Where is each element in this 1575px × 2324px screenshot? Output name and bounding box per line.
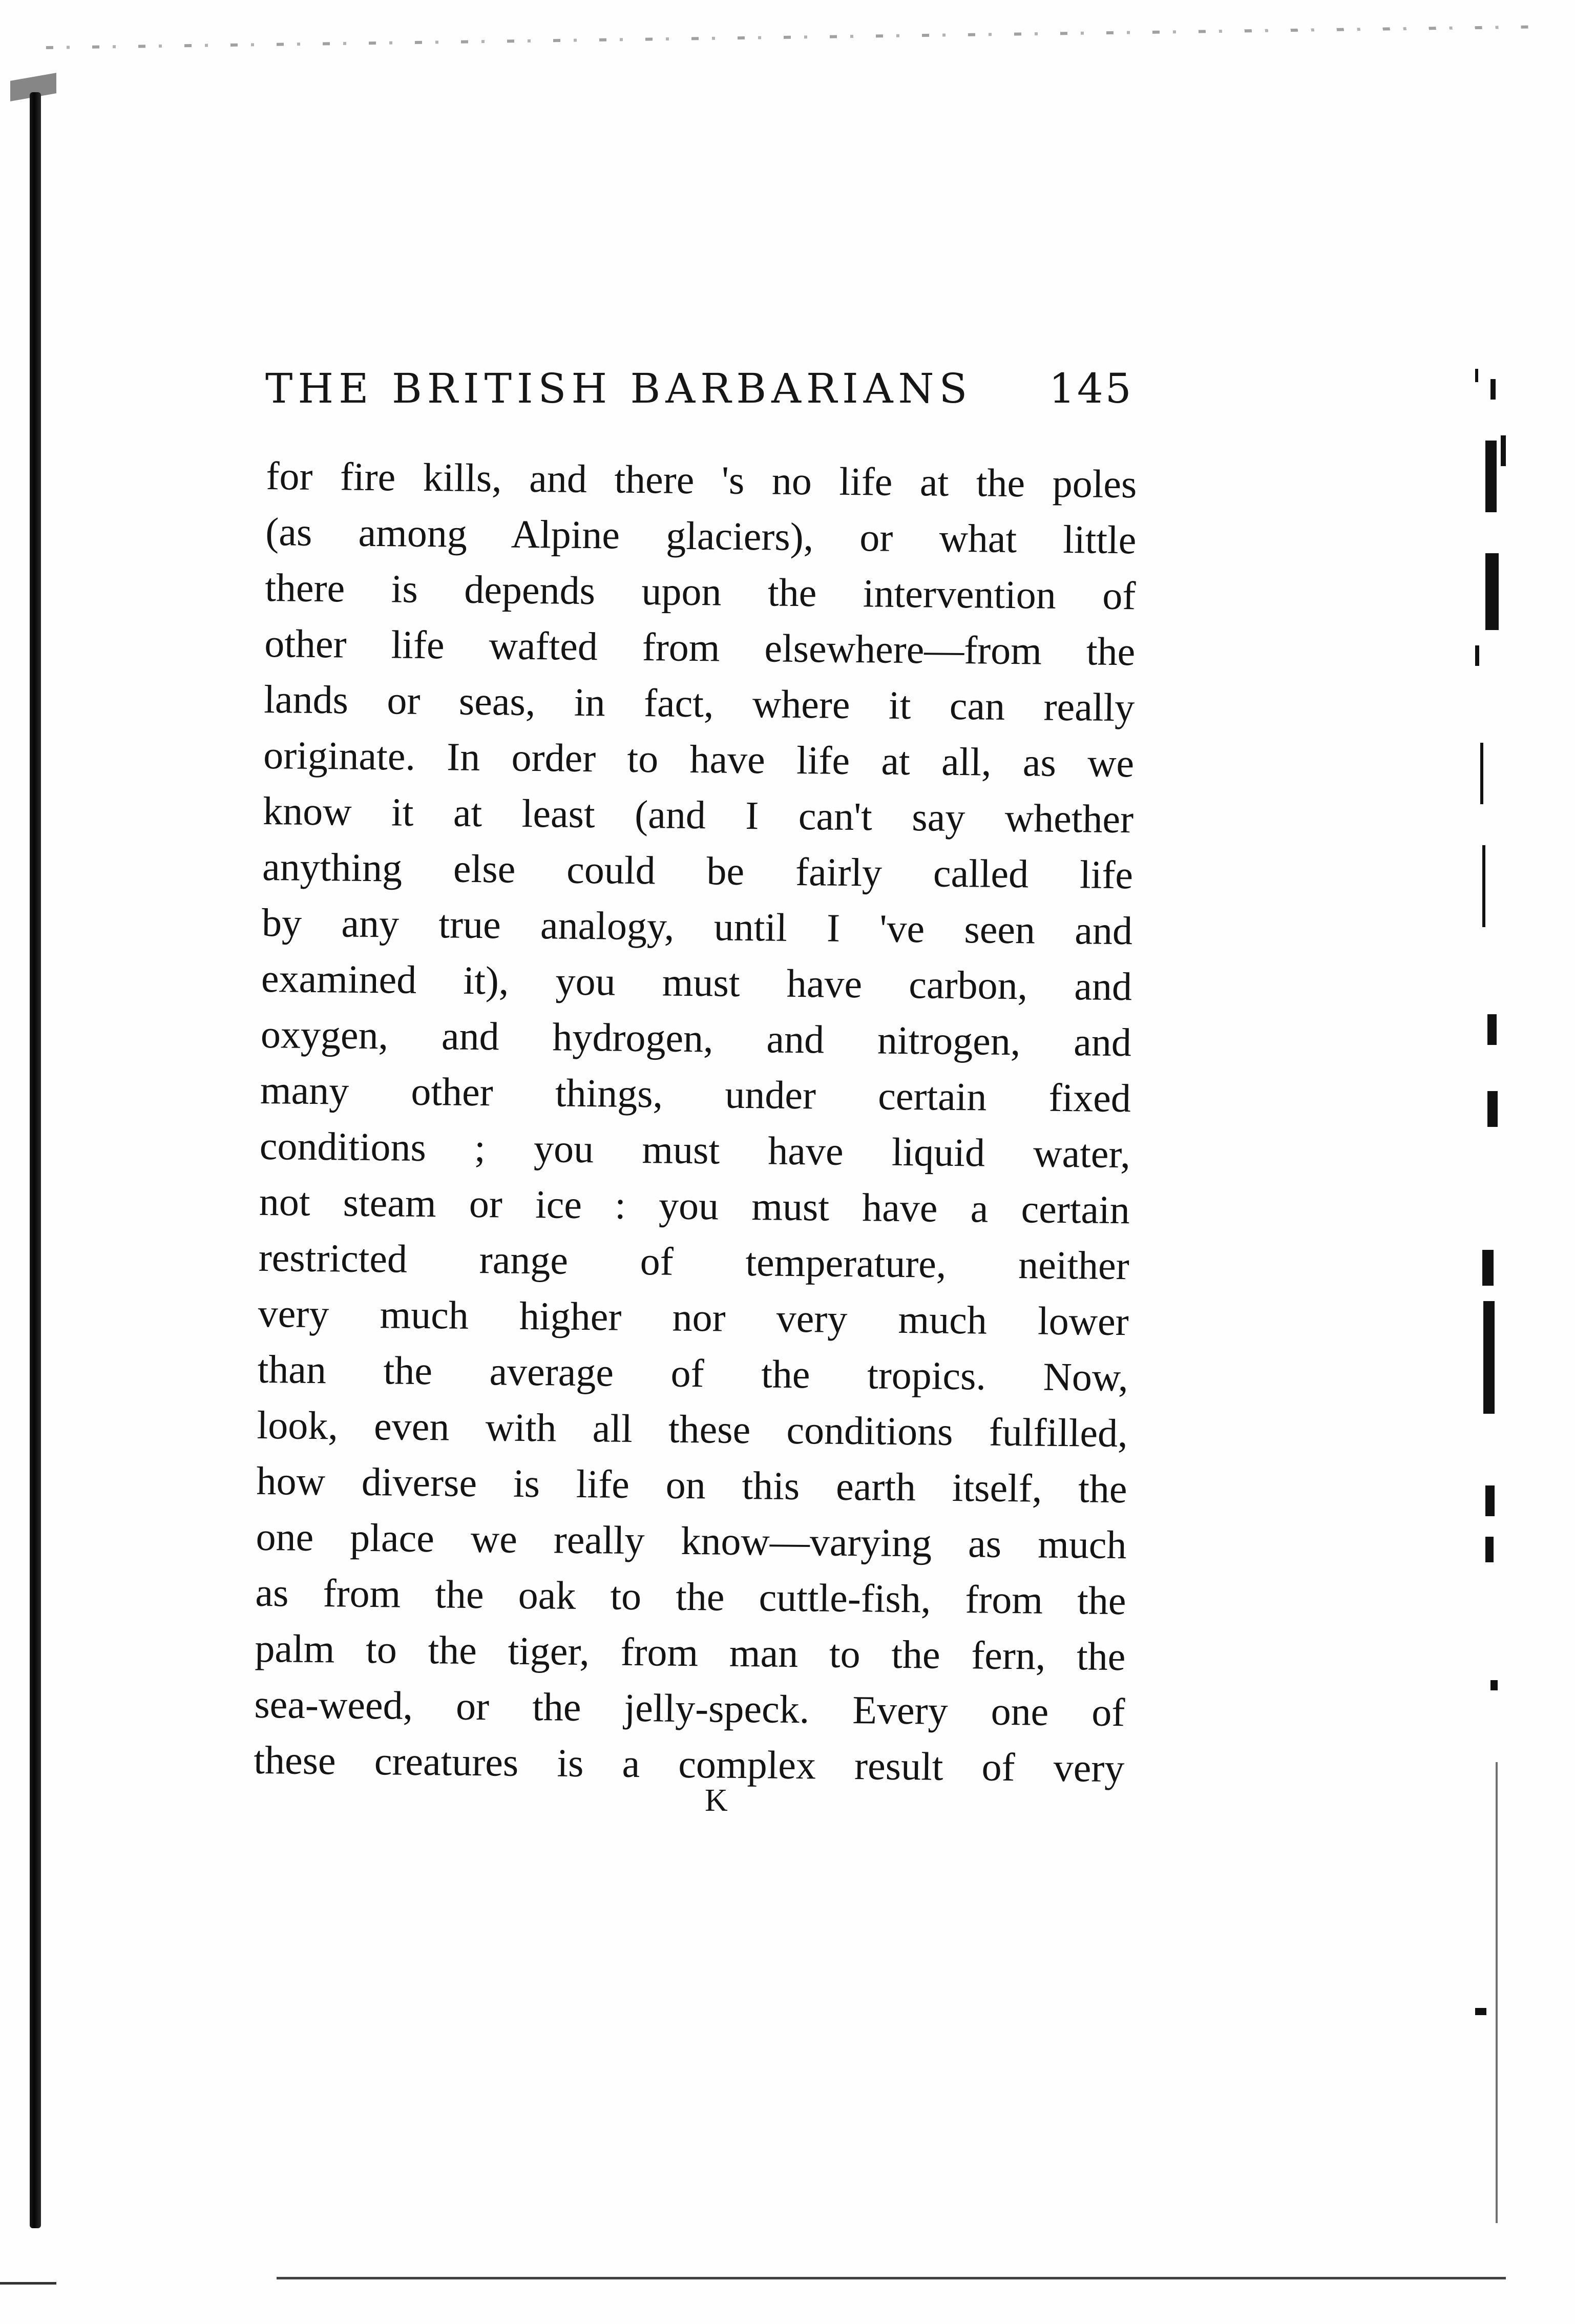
- text-line: there is depends upon the intervention of: [264, 564, 1136, 618]
- text-line: for fire kills, and there 's no life at the poles: [266, 453, 1137, 507]
- text-line: (as among Alpine glaciers), or what little: [265, 509, 1137, 562]
- text-line: look, even with all these conditions fulfilled,: [257, 1402, 1128, 1456]
- text-line: know it at least (and I can't say whether: [262, 788, 1134, 842]
- text-line: one place we really know—varying as much: [256, 1514, 1127, 1567]
- text-line: than the average of the tropics. Now,: [257, 1346, 1129, 1400]
- page-number: 145: [1049, 365, 1133, 412]
- bottom-left-edge: [0, 2282, 56, 2285]
- text-line: lands or seas, in fact, where it can really: [263, 676, 1135, 730]
- running-head: [265, 365, 1133, 421]
- text-line: conditions ; you must have liquid water,: [259, 1123, 1131, 1177]
- text-line: originate. In order to have life at all, as we: [263, 732, 1135, 786]
- text-line: very much higher nor very much lower: [258, 1290, 1129, 1344]
- signature-mark: K: [705, 1783, 729, 1818]
- running-title: THE BRITISH BARBARIANS: [265, 365, 973, 412]
- text-line: as from the oak to the cuttle-fish, from the: [255, 1569, 1126, 1623]
- text-line: many other things, under certain fixed: [260, 1067, 1131, 1121]
- show-through-marks: [1475, 102, 1531, 2279]
- body-text: [254, 448, 1137, 1796]
- text-line: other life wafted from elsewhere—from the: [264, 620, 1136, 674]
- bottom-page-edge: [277, 2277, 1506, 2279]
- text-line: palm to the tiger, from man to the fern, the: [255, 1625, 1126, 1679]
- text-line: sea-weed, or the jelly-speck. Every one of: [254, 1681, 1125, 1735]
- text-line: restricted range of temperature, neither: [258, 1234, 1130, 1288]
- text-line: how diverse is life on this earth itself, the: [256, 1458, 1127, 1512]
- text-line: oxygen, and hydrogen, and nitrogen, and: [260, 1011, 1132, 1065]
- binding-edge: [30, 92, 41, 2228]
- text-line: by any true analogy, until I 've seen and: [261, 899, 1133, 953]
- text-line: these creatures is a complex result of very: [253, 1737, 1125, 1791]
- text-line: examined it), you must have carbon, and: [261, 955, 1132, 1009]
- top-page-edge: [46, 26, 1531, 49]
- text-line: anything else could be fairly called life: [262, 844, 1133, 897]
- text-line: not steam or ice : you must have a certain: [259, 1179, 1130, 1232]
